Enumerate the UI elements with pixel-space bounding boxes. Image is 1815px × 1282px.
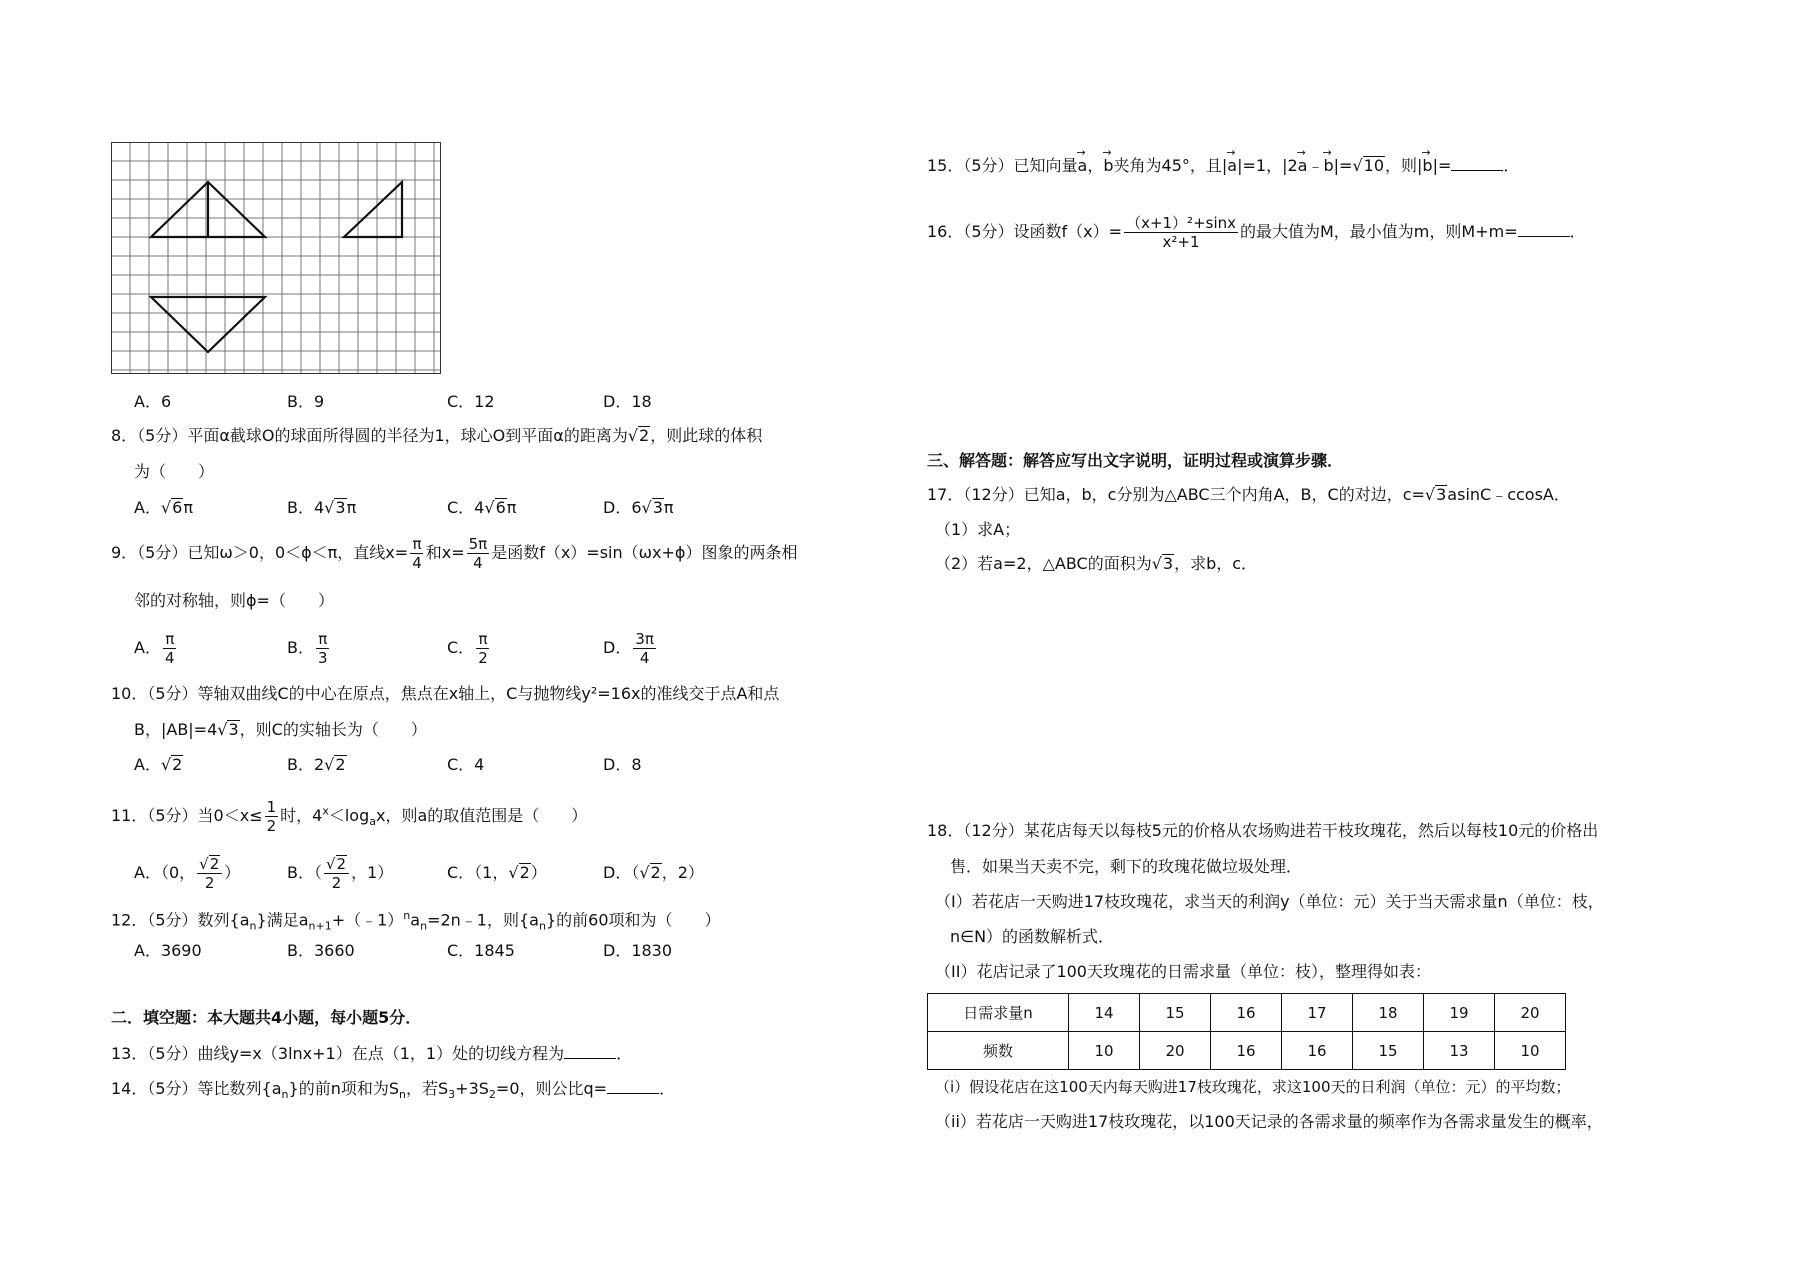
q9-option-c: C． $\frac{\pi}{2}$ (447, 630, 488, 667)
q11-stem: 11．（5分）当0＜x≤ $\frac{1}{2}$ 时，$4^x<\log_ax$，则a的取值范围是（ ） (111, 798, 588, 835)
q17-part-1: （1）求A； (935, 520, 1021, 539)
q12-option-b: B．3660 (287, 941, 355, 960)
section-2-title: 二．填空题：本大题共4小题，每小题5分． (111, 1008, 422, 1027)
q12-option-d: D．1830 (603, 941, 673, 960)
q10-option-c: C．4 (447, 755, 485, 774)
q7-option-c: C．12 (447, 392, 495, 411)
section-3-title: 三、解答题：解答应写出文字说明，证明过程或演算步骤． (927, 451, 1344, 470)
q8-option-b: B．4√3π (287, 498, 357, 517)
table-cell: 15 (1140, 994, 1211, 1032)
side-view-triangle (344, 182, 402, 237)
q9-option-d: D． $\frac{3\pi}{4}$ (603, 630, 654, 667)
q9-stem-line2: 邻的对称轴，则ϕ=（ ） (134, 591, 334, 610)
q11-option-d: D．（√2，2） (603, 863, 704, 882)
table-cell: 13 (1424, 1032, 1495, 1070)
q7-option-d: D．18 (603, 392, 652, 411)
q7-option-b: B．9 (287, 392, 325, 411)
q18-subpart-i: （i）假设花店在这100天内每天购进17枝玫瑰花，求这100天的日利润（单位：元）的平均数； (935, 1078, 1571, 1096)
q9-stem: 9．（5分）已知ω＞0，0＜ϕ＜π，直线x= $\frac{\pi}{4}$ 和x= $\frac{5\pi}{4}$ 是函数f（x）=sin（ωx+ϕ）图象的两条相 (111, 535, 798, 572)
q8-option-a: A．√6π (134, 498, 193, 517)
q10-option-d: D．8 (603, 755, 642, 774)
q18-stem-line2: 售．如果当天卖不完，剩下的玫瑰花做垃圾处理． (950, 857, 1303, 876)
q18-part-1: （I）若花店一天购进17枝玫瑰花，求当天的利润y（单位：元）关于当天需求量n（单位：枝， (935, 892, 1604, 911)
three-view-grid-figure (111, 142, 443, 376)
q18-stem: 18．（12分）某花店每天以每枝5元的价格从农场购进若干枝玫瑰花，然后以每枝10元的价格出 (927, 821, 1599, 840)
table-cell: 10 (1069, 1032, 1140, 1070)
q8-option-c: C．4√6π (447, 498, 517, 517)
q14-stem: 14．（5分）等比数列$\{a_n\}$的前n项和为$S_n$，若$S_3+3S_2=0$，则公比q= ． (111, 1079, 676, 1102)
table-cell: 17 (1282, 994, 1353, 1032)
table-row-label: 日需求量n (928, 994, 1069, 1032)
table-cell: 20 (1140, 1032, 1211, 1070)
table-cell: 15 (1353, 1032, 1424, 1070)
q10-option-b: B．2√2 (287, 755, 346, 774)
q8-option-d: D．6√3π (603, 498, 674, 517)
q18-part-1-line2: n∈N）的函数解析式． (950, 927, 1115, 946)
q16-answer-blank[interactable] (1518, 222, 1570, 237)
table-row-label: 频数 (928, 1032, 1069, 1070)
q15-answer-blank[interactable] (1451, 156, 1503, 171)
q8-stem: 8．（5分）平面α截球O的球面所得圆的半径为1，球心O到平面α的距离为√2，则此球的体积 (111, 426, 763, 445)
q10-stem-line2: B，|AB|=4√3，则C的实轴长为（ ） (134, 720, 427, 739)
table-cell: 18 (1353, 994, 1424, 1032)
q17-stem: 17．（12分）已知a，b，c分别为△ABC三个内角A，B，C的对边，c=√3asinC﹣ccosA． (927, 485, 1570, 504)
q14-answer-blank[interactable] (607, 1079, 659, 1094)
q9-option-b: B． $\frac{\pi}{3}$ (287, 630, 328, 667)
table-cell: 14 (1069, 994, 1140, 1032)
table-row (928, 994, 1566, 1032)
table-cell: 16 (1211, 1032, 1282, 1070)
table-cell: 16 (1211, 994, 1282, 1032)
demand-frequency-table (927, 993, 1566, 1070)
table-cell: 10 (1495, 1032, 1566, 1070)
q9-option-a: A． $\frac{\pi}{4}$ (134, 630, 175, 667)
q12-option-c: C．1845 (447, 941, 515, 960)
q18-subpart-ii: （ii）若花店一天购进17枝玫瑰花，以100天记录的各需求量的频率作为各需求量发生的概率， (935, 1112, 1603, 1131)
q7-option-a: A．6 (134, 392, 172, 411)
table-cell: 16 (1282, 1032, 1353, 1070)
table-cell: 19 (1424, 994, 1495, 1032)
q11-option-c: C．（1，√2） (447, 863, 547, 882)
q16-stem: 16．（5分）设函数f（x）= $\frac{\text{（x+1）²+sinx}}{\text{x²+1}}$ 的最大值为M，最小值为m，则M+m= ． (927, 214, 1586, 251)
q11-option-a: A．（0， $\frac{√2}{2}$ ） (134, 855, 241, 892)
q13-stem: 13．（5分）曲线y=x（3lnx+1）在点（1，1）处的切线方程为 ． (111, 1044, 633, 1063)
q15-stem: 15．（5分）已知向量→ a，→ b夹角为45°，且|→ a|=1，|2→ a﹣→ b|=√10，则|→ b|= ． (927, 155, 1519, 177)
q12-option-a: A．3690 (134, 941, 202, 960)
table-row (928, 1032, 1566, 1070)
q11-option-b: B．（ $\frac{√2}{2}$ ，1） (287, 855, 394, 892)
q10-stem: 10．（5分）等轴双曲线C的中心在原点，焦点在x轴上，C与抛物线y²=16x的准线交于点A和点 (111, 684, 780, 703)
q18-part-2: （II）花店记录了100天玫瑰花的日需求量（单位：枝），整理得如表： (935, 962, 1431, 981)
q8-stem-line2: 为（ ） (134, 462, 215, 481)
q17-part-2: （2）若a=2，△ABC的面积为√3，求b，c． (935, 554, 1258, 573)
q10-option-a: A．√2 (134, 755, 183, 774)
q13-answer-blank[interactable] (564, 1044, 616, 1059)
table-cell: 20 (1495, 994, 1566, 1032)
q12-stem: 12．（5分）数列$\{a_n\}$满足$a_{n+1}+(﹣1)^na_n=2n﹣1$，则$\{a_n\}$的前60项和为（ ） (111, 909, 721, 933)
